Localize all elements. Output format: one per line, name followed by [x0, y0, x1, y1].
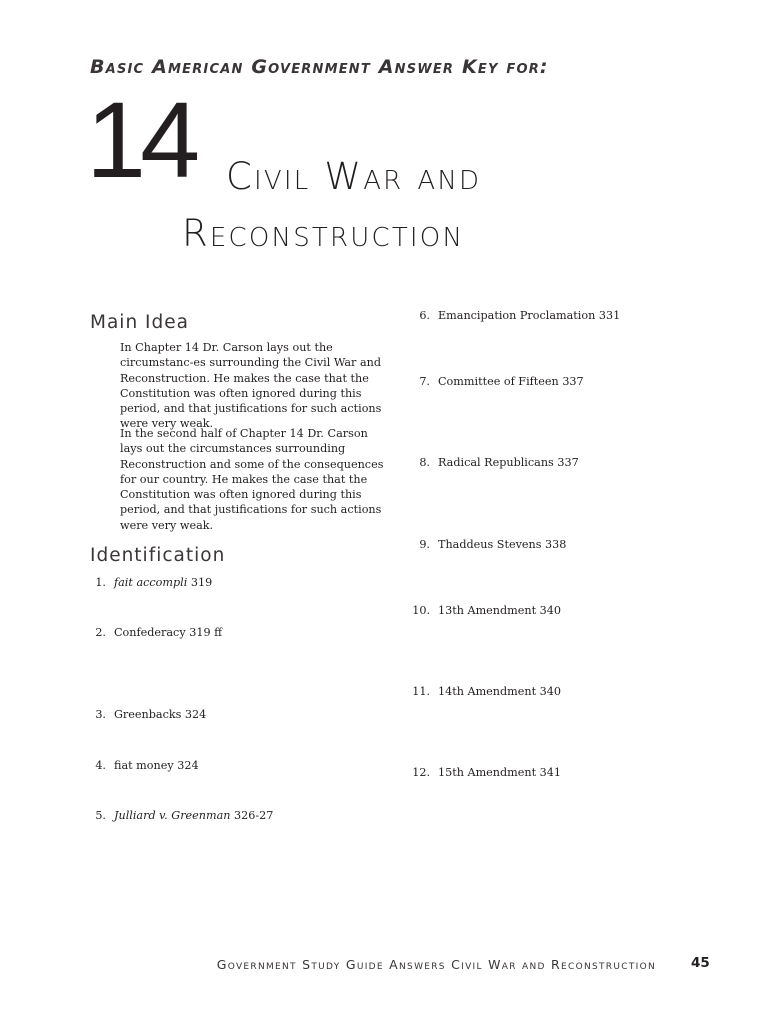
- item-number: 12.: [412, 766, 430, 779]
- item-term: Emancipation Proclamation: [438, 309, 596, 322]
- item-term: fiat money: [114, 759, 174, 772]
- section-kicker: Basic American Government Answer Key for:: [90, 56, 549, 78]
- item-page: 337: [557, 456, 579, 469]
- main-idea-paragraph-1: In Chapter 14 Dr. Carson lays out the circumstanc-es surrounding the Civil War and Reconstruction. He makes the case that the Constitution was often ignored during this period, and that justifications for such actions were very weak.: [120, 341, 382, 431]
- identification-heading: Identification: [90, 545, 226, 566]
- item-page: 340: [539, 685, 562, 698]
- page-number: 45: [691, 955, 710, 971]
- item-number: 8.: [419, 456, 430, 469]
- item-term: 15th Amendment: [438, 766, 537, 779]
- item-page: 341: [539, 766, 562, 779]
- item-term: Julliard v. Greenman: [114, 809, 231, 822]
- item-page: 326-27: [234, 809, 274, 822]
- item-page: 331: [598, 309, 621, 322]
- item-page: 338: [545, 538, 567, 551]
- item-number: 1.: [95, 576, 106, 589]
- item-number: 9.: [419, 538, 430, 551]
- main-idea-paragraph-2: In the second half of Chapter 14 Dr. Carson lays out the circumstances surrounding Reconstruction and some of the consequences for our country. He makes the case that the Constitution was often ignored during this period, and that justifications for such actions were very weak.: [120, 427, 384, 532]
- item-term: Committee of Fifteen: [438, 375, 559, 388]
- item-term: Thaddeus Stevens: [438, 538, 542, 551]
- item-term: Confederacy: [114, 626, 186, 639]
- main-idea-heading: Main Idea: [90, 312, 189, 333]
- item-page: 340: [539, 604, 562, 617]
- item-number: 10.: [412, 604, 430, 617]
- item-number: 4.: [95, 759, 106, 772]
- item-page: 319: [190, 576, 213, 589]
- item-page: 324: [184, 708, 207, 721]
- item-page: 337: [562, 375, 584, 388]
- chapter-number: 14: [86, 79, 195, 200]
- chapter-title-line-2: Reconstruction: [182, 212, 465, 255]
- item-page: 324: [177, 759, 199, 772]
- item-term: 14th Amendment: [438, 685, 537, 698]
- item-number: 3.: [95, 708, 106, 721]
- item-number: 11.: [412, 685, 430, 698]
- item-number: 2.: [95, 626, 106, 639]
- item-number: 6.: [419, 309, 430, 322]
- chapter-title: [182, 148, 481, 262]
- item-page: 319 ff: [189, 626, 223, 639]
- item-term: Radical Republicans: [438, 456, 554, 469]
- item-term: fait accompli: [114, 576, 188, 589]
- item-term: 13th Amendment: [438, 604, 537, 617]
- item-number: 5.: [95, 809, 106, 822]
- running-footer: Government Study Guide Answers Civil War and Reconstruction: [216, 957, 656, 972]
- item-number: 7.: [419, 375, 430, 388]
- item-term: Greenbacks: [114, 708, 182, 721]
- chapter-title-line-1: Civil War and: [226, 155, 482, 198]
